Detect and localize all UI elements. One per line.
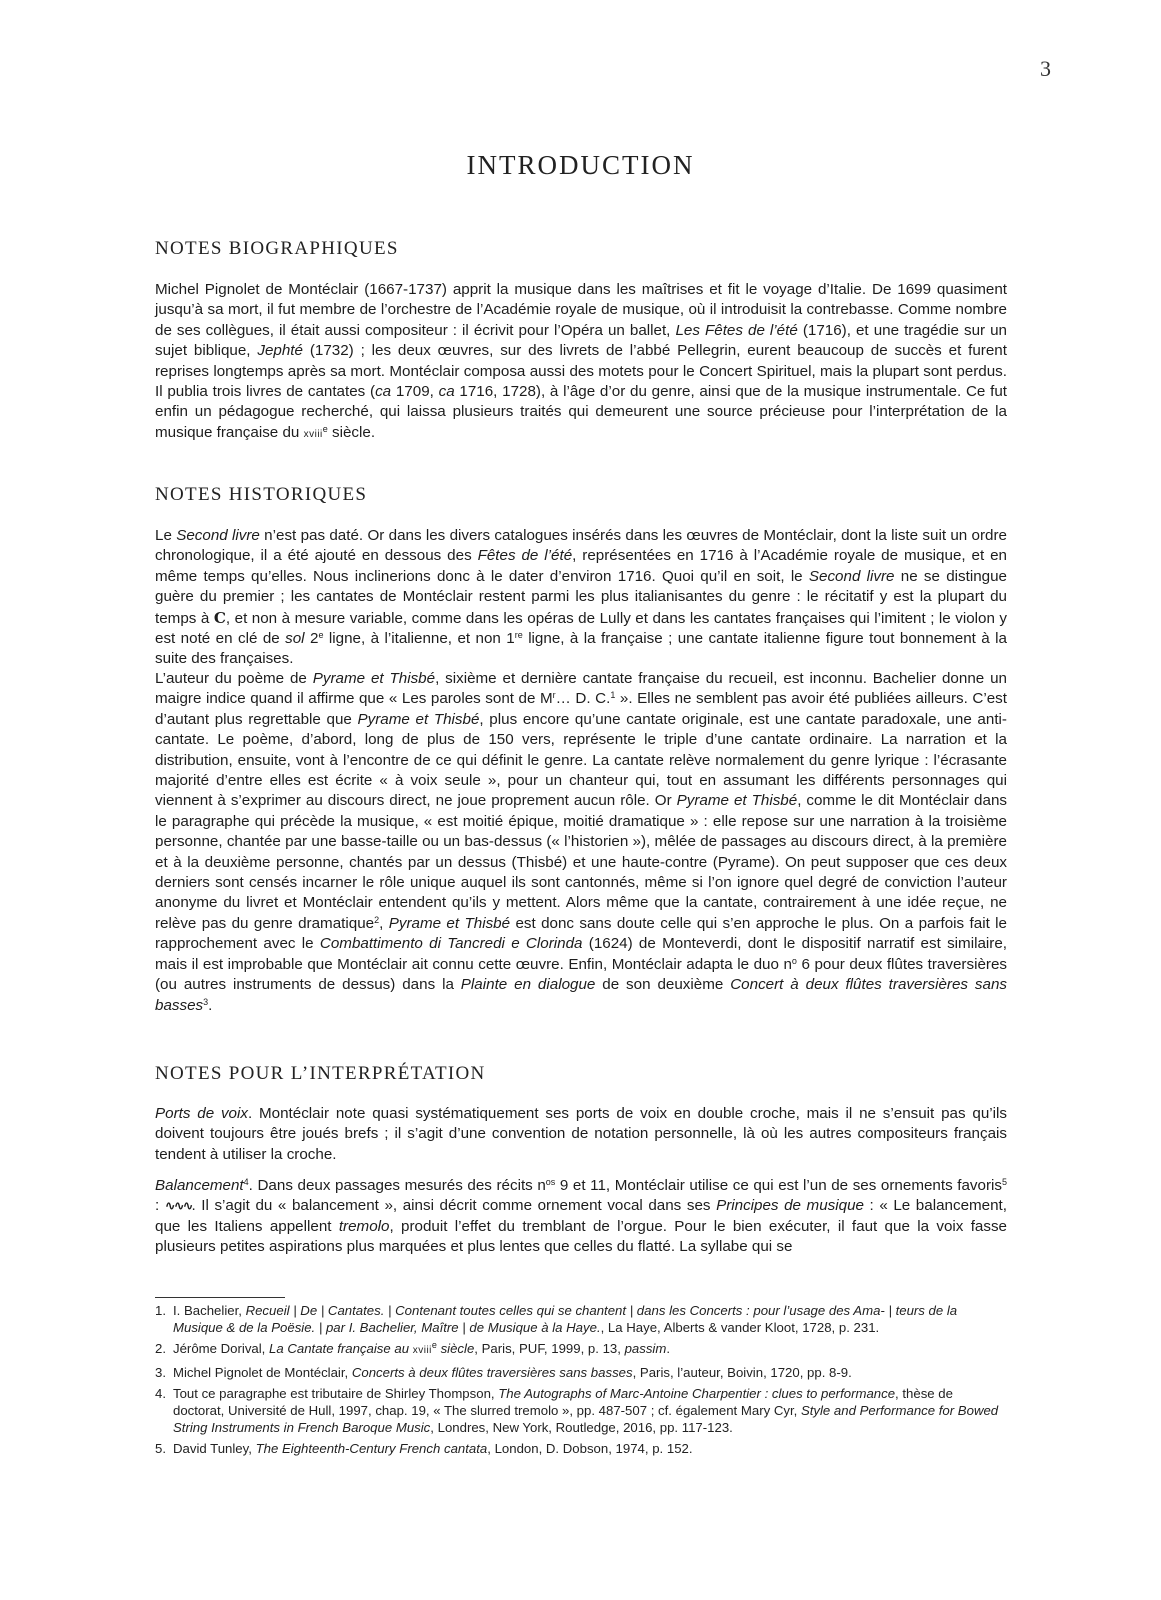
- paragraph-balancement: Balancement$^4$. Dans deux passages mesurés des récits $n^{os}$ 9 et 11, Montéclair utilise ce qui est l’un de ses ornements favoris$^5$ : ∿∿∿. Il s’agit du « balancement », ainsi décrit comme ornement vocal dans ses Principes de musique : « Le balancement, que les Italiens appellent tremolo, produit l’effet du tremblant de l’orgue. Pour le bien exécuter, il faut que la voix fasse plusieurs petites aspirations plus marquées et plus lentes que celles du flatté. La syllabe qui se: [155, 1177, 1007, 1256]
- footnotes: [155, 1303, 1007, 1463]
- section-heading-historiques: NOTES HISTORIQUES: [155, 484, 368, 505]
- footnote-5: 5. David Tunley, The Eighteenth-Century French cantata, London, D. Dobson, 1974, p. 152.: [155, 1441, 693, 1457]
- footnote-divider: [155, 1297, 285, 1298]
- balancement-ornament-icon: ∿∿∿: [164, 1198, 192, 1214]
- footnote-3: 3. Michel Pignolet de Montéclair, Concerts à deux flûtes traversières sans basses, Paris, l’auteur, Boivin, 1720, pp. 8-9.: [155, 1364, 852, 1380]
- paragraph-ports-de-voix: Ports de voix. Montéclair note quasi systématiquement ses ports de voix en double croche, mais il ne s’ensuit pas qu’ils doivent toujours être joués brefs ; il s’agit d’une convention de notation personnelle, là où les autres compositeurs français tendent à utiliser la croche.: [155, 1105, 1007, 1163]
- paragraph-historique-2: L’auteur du poème de Pyrame et Thisbé, sixième et dernière cantate française du recueil, est inconnu. Bachelier donne un maigre indice quand il affirme que « Les paroles sont de $M^r\dots$ D. C.$^1$ ». Elles ne semblent pas avoir été publiées ailleurs. C’est d’autant plus regrettable que Pyrame et Thisbé, plus encore qu’une cantate originale, est une cantate paradoxale, une anti-cantate. Le poème, d’abord, long de plus de 150 vers, représente le triple d’une cantate ordinaire. La narration et la distribution, ensuite, vont à l’encontre de ce qui définit le genre. La cantate relève normalement du genre lyrique : l’écrasante majorité d’entre elles est écrite « à voix seule », pour un chanteur qui, tout en assumant les différents personnages qui viennent à s’exprimer au discours direct, ne joue proprement aucun rôle. Or Pyrame et Thisbé, comme le dit Montéclair dans le paragraphe qui précède la musique, « est moitié épique, moitié dramatique » : elle repose sur une narration à la troisième personne, chantée par une basse-taille ou un bas-dessus (« l’historien »), mêlée de passages au discours direct, à la première et à la deuxième personne, chantés par un dessus (Thisbé) et une haute-contre (Pyrame). On peut supposer que ces deux derniers sont censés incarner le rôle unique auquel ils sont cantonnés, même si l’on ignore quel degré de conviction l’auteur anonyme du livret et Montéclair entendent qu’ils y mettent. Alors même que la cantate, contrairement à une idée reçue, ne relève pas du genre dramatique$^2$, Pyrame et Thisbé est donc sans doute celle qui s’en approche le plus. On a parfois fait le rapprochement avec le Combattimento di Tancredi e Clorinda (1624) de Monteverdi, dont le dispositif narratif est similaire, mais il est improbable que Montéclair ait connu cette œuvre. Enfin, Montéclair adapta le duo $n^o$ 6 pour deux flûtes traversières (ou autres instruments de dessus) dans la Plainte en dialogue de son deuxième Concert à deux flûtes traversières sans basses$^3$.: [155, 670, 1007, 1014]
- footnote-1: 1. I. Bachelier, Recueil | De | Cantates. | Contenant toutes celles qui se chantent | dans les Concerts : pour l’usage des Ama- | teurs de la Musique & de la Poësie. | par I. Bachelier, Maître | de Musique à la Haye., La Haye, Alberts & vander Kloot, 1728, p. 231.: [155, 1303, 958, 1335]
- paragraph-biographie: Michel Pignolet de Montéclair (1667-1737) apprit la musique dans les maîtrises et fit le voyage d’Italie. De 1699 quasiment jusqu’à sa mort, il fut membre de l’orchestre de l’Académie royale de musique, où il introduisit la contrebasse. Comme nombre de ses collègues, il était aussi compositeur : il écrivit pour l’Opéra un ballet, Les Fêtes de l’été (1716), et une tragédie sur un sujet biblique, Jephté (1732) ; les deux œuvres, sur des livrets de l’abbé Pellegrin, eurent beaucoup de succès et furent reprises longtemps après sa mort. Montéclair composa aussi des motets pour le Concert Spirituel, mais la plupart sont perdus. Il publia trois livres de cantates (ca 1709, ca 1716, 1728), à l’âge d’or du genre, ainsi que de la musique instrumentale. Ce fut enfin un pédagogue recherché, qui laissa plusieurs traités qui demeurent une source précieuse pour l’interprétation de la musique française du xviii$^e$ siècle.: [155, 281, 1008, 441]
- page-number: 3: [1040, 56, 1051, 81]
- section-heading-interpretation: NOTES POUR L’INTERPRÉTATION: [155, 1063, 486, 1084]
- section-heading-biographiques: NOTES BIOGRAPHIQUES: [155, 238, 399, 259]
- footnote-4: 4. Tout ce paragraphe est tributaire de Shirley Thompson, The Autographs of Marc-Antoine Charpentier : clues to performance, thèse de doctorat, Université de Hull, 1997, chap. 19, « The slurred tremolo », pp. 487-507 ; cf. également Mary Cyr, Style and Performance for Bowed String Instruments in French Baroque Music, Londres, New York, Routledge, 2016, pp. 117-123.: [155, 1386, 999, 1435]
- paragraph-historique-1: Le Second livre n’est pas daté. Or dans les divers catalogues insérés dans les œuvres de Montéclair, dont la liste suit un ordre chronologique, il a été ajouté en dessous des Fêtes de l’été, représentées en 1716 à l’Académie royale de musique, et en même temps qu’elles. Nous inclinerions donc à le dater d’environ 1716. Quoi qu’il en soit, le Second livre ne se distingue guère du premier ; les cantates de Montéclair restent parmi les plus italianisantes du genre : le récitatif y est la plupart du temps à C, et non à mesure variable, comme dans les opéras de Lully et dans les cantates françaises qui l’imitent ; le violon y est noté en clé de sol 2e ligne, à l’italienne, et non 1re ligne, à la française ; une cantate italienne figure tout bonnement à la suite des françaises.: [155, 527, 1008, 668]
- page-title: INTRODUCTION: [466, 150, 695, 180]
- footnote-2: 2. Jérôme Dorival, La Cantate française au xviii$^e$ siècle, Paris, PUF, 1999, p. 13, passim.: [155, 1340, 671, 1357]
